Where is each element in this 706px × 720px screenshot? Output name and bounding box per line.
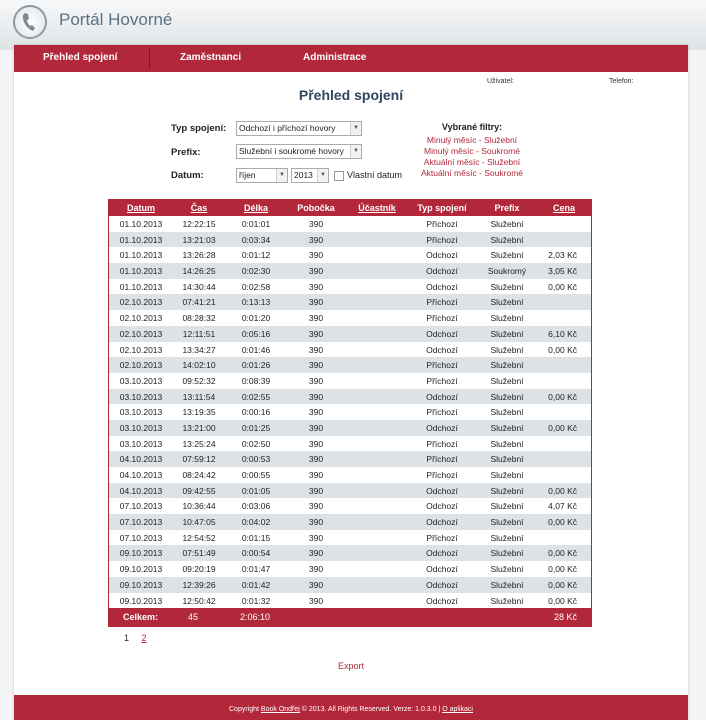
prefix-label: Prefix: bbox=[171, 147, 201, 158]
cell-typ: Odchozí bbox=[426, 250, 458, 261]
total-label: Celkem: bbox=[123, 612, 159, 623]
nav-separator bbox=[149, 48, 150, 69]
cell-prefix: Služební bbox=[490, 328, 524, 339]
cell-delka: 0:01:15 bbox=[241, 532, 271, 543]
cell-prefix: Služební bbox=[490, 234, 524, 245]
cell-prefix: Služební bbox=[490, 375, 524, 386]
cell-datum: 01.10.2013 bbox=[119, 266, 163, 277]
cell-delka: 0:01:01 bbox=[241, 219, 271, 229]
cell-cena: 0,00 Kč bbox=[548, 548, 577, 559]
cell-typ: Odchozí bbox=[426, 548, 458, 559]
cell-typ: Odchozí bbox=[426, 517, 458, 528]
cell-datum: 04.10.2013 bbox=[119, 454, 163, 465]
cell-cena: 2,03 Kč bbox=[548, 250, 577, 261]
cell-prefix: Služební bbox=[490, 438, 524, 449]
table-row bbox=[109, 467, 591, 483]
cell-cas: 08:28:32 bbox=[182, 313, 216, 324]
cell-cena: 3,05 Kč bbox=[548, 266, 577, 277]
cell-pobocka: 390 bbox=[308, 250, 324, 261]
cell-cena: 0,00 Kč bbox=[548, 281, 577, 292]
cell-datum: 02.10.2013 bbox=[119, 328, 163, 339]
header-prefix: Prefix bbox=[494, 203, 520, 213]
cell-cena: 0,00 Kč bbox=[548, 564, 577, 575]
header-ucastnik[interactable]: Účastník bbox=[358, 203, 396, 213]
nav-item-prehled[interactable]: Přehled spojení bbox=[43, 52, 118, 63]
cell-datum: 07.10.2013 bbox=[119, 501, 163, 512]
cell-cena: 4,07 Kč bbox=[548, 501, 577, 512]
cell-typ: Odchozí bbox=[426, 579, 458, 590]
cell-prefix: Služební bbox=[490, 454, 524, 465]
custom-date-checkbox[interactable] bbox=[334, 171, 344, 181]
about-link[interactable]: O aplikaci bbox=[442, 706, 473, 713]
cell-pobocka: 390 bbox=[308, 281, 324, 292]
cell-typ: Odchozí bbox=[426, 281, 458, 292]
filter-item: Minulý měsíc - Soukromé bbox=[424, 146, 520, 156]
cell-cena: 0,00 Kč bbox=[548, 517, 577, 528]
cell-prefix: Služební bbox=[490, 297, 524, 308]
cell-prefix: Služební bbox=[490, 422, 524, 433]
cell-cas: 10:36:44 bbox=[182, 501, 216, 512]
cell-pobocka: 390 bbox=[308, 344, 324, 355]
cell-delka: 0:03:34 bbox=[241, 234, 271, 245]
footer-text bbox=[14, 706, 688, 713]
cell-prefix: Služební bbox=[490, 313, 524, 324]
cell-cena: 0,00 Kč bbox=[548, 485, 577, 496]
cell-cena: 0,00 Kč bbox=[548, 344, 577, 355]
phone-label: Telefon: bbox=[609, 78, 634, 85]
cell-typ: Odchozí bbox=[426, 266, 458, 277]
cell-delka: 0:01:25 bbox=[241, 422, 271, 433]
cell-pobocka: 390 bbox=[308, 485, 324, 496]
cell-delka: 0:00:16 bbox=[241, 407, 271, 418]
table-body bbox=[109, 216, 591, 608]
cell-cas: 13:21:03 bbox=[182, 234, 216, 245]
cell-delka: 0:01:26 bbox=[241, 360, 271, 371]
table-row bbox=[109, 530, 591, 546]
cell-typ: Odchozí bbox=[426, 595, 458, 606]
cell-prefix: Služební bbox=[490, 532, 524, 543]
cell-delka: 0:01:42 bbox=[241, 579, 271, 590]
cell-typ: Příchozí bbox=[426, 454, 458, 465]
cell-cas: 12:11:51 bbox=[182, 328, 216, 339]
cell-prefix: Služební bbox=[490, 579, 524, 590]
cell-delka: 0:08:39 bbox=[241, 375, 271, 386]
cell-prefix: Služební bbox=[490, 391, 524, 402]
prefix-select[interactable] bbox=[236, 144, 362, 159]
cell-cas: 07:41:21 bbox=[182, 297, 216, 308]
cell-datum: 04.10.2013 bbox=[119, 470, 163, 480]
cell-prefix: Soukromý bbox=[487, 266, 527, 277]
header-cas[interactable]: Čas bbox=[190, 203, 208, 213]
cell-cena: 0,00 Kč bbox=[548, 391, 577, 402]
cell-pobocka: 390 bbox=[308, 391, 324, 402]
cell-datum: 01.10.2013 bbox=[119, 234, 163, 245]
page-link[interactable]: 2 bbox=[141, 633, 147, 643]
cell-pobocka: 390 bbox=[308, 517, 324, 528]
table-footer bbox=[109, 608, 591, 626]
cell-cas: 12:39:26 bbox=[182, 579, 216, 590]
table-row bbox=[109, 514, 591, 530]
cell-typ: Příchozí bbox=[426, 532, 458, 543]
typ-select-value: Odchozí i příchozí hovory bbox=[239, 123, 336, 133]
cell-datum: 01.10.2013 bbox=[119, 281, 163, 292]
cell-pobocka: 390 bbox=[308, 595, 324, 606]
cell-typ: Odchozí bbox=[426, 485, 458, 496]
cell-prefix: Služební bbox=[490, 407, 524, 418]
nav-item-administrace[interactable]: Administrace bbox=[303, 52, 367, 63]
cell-pobocka: 390 bbox=[308, 219, 324, 229]
table-row bbox=[109, 420, 591, 436]
total-price: 28 Kč bbox=[553, 612, 577, 623]
cell-cas: 14:26:25 bbox=[182, 266, 216, 277]
typ-select[interactable] bbox=[236, 121, 362, 136]
cell-cena: 6,10 Kč bbox=[548, 328, 577, 339]
cell-delka: 0:00:53 bbox=[241, 454, 271, 465]
cell-delka: 0:05:16 bbox=[241, 328, 271, 339]
filter-item: Aktuální měsíc - Služební bbox=[423, 157, 521, 167]
cell-cas: 09:42:55 bbox=[182, 485, 216, 496]
export-link[interactable]: Export bbox=[337, 661, 364, 671]
cell-cas: 07:51:49 bbox=[182, 548, 216, 559]
month-select-value: říjen bbox=[239, 170, 256, 180]
cell-datum: 01.10.2013 bbox=[119, 219, 163, 229]
header-cena[interactable]: Cena bbox=[552, 203, 575, 213]
cell-typ: Příchozí bbox=[426, 407, 458, 418]
chevron-down-icon: ▼ bbox=[350, 145, 361, 158]
cell-typ: Příchozí bbox=[426, 297, 458, 308]
table-header bbox=[109, 200, 591, 216]
copyright-suffix: © 2013. All Rights Reserved. Verze: 1.0.3.0 | bbox=[301, 706, 441, 713]
cell-typ: Příchozí bbox=[426, 313, 458, 324]
table-row bbox=[109, 357, 591, 373]
cell-cas: 08:24:42 bbox=[182, 470, 216, 480]
author-link[interactable]: Book Ondřej bbox=[260, 706, 300, 713]
table-row bbox=[109, 593, 591, 609]
cell-cas: 10:47:05 bbox=[182, 517, 216, 528]
filter-item: Aktuální měsíc - Soukromé bbox=[420, 168, 524, 178]
chevron-down-icon: ▼ bbox=[276, 169, 287, 182]
cell-cena: 0,00 Kč bbox=[548, 422, 577, 433]
table-row bbox=[109, 279, 591, 295]
table-row bbox=[109, 545, 591, 561]
cell-typ: Odchozí bbox=[426, 501, 458, 512]
cell-datum: 01.10.2013 bbox=[119, 250, 163, 261]
cell-datum: 09.10.2013 bbox=[119, 564, 163, 575]
cell-prefix: Služební bbox=[490, 281, 524, 292]
cell-pobocka: 390 bbox=[308, 375, 324, 386]
cell-cas: 12:50:42 bbox=[182, 595, 216, 606]
navbar bbox=[14, 45, 688, 72]
cell-datum: 03.10.2013 bbox=[119, 422, 163, 433]
cell-delka: 0:02:58 bbox=[241, 281, 271, 292]
cell-delka: 0:00:54 bbox=[241, 548, 271, 559]
filter-item: Minulý měsíc - Služební bbox=[426, 135, 518, 145]
cell-pobocka: 390 bbox=[308, 470, 324, 480]
cell-delka: 0:04:02 bbox=[241, 517, 271, 528]
cell-cas: 14:30:44 bbox=[182, 281, 216, 292]
cell-cena: 0,00 Kč bbox=[548, 579, 577, 590]
cell-pobocka: 390 bbox=[308, 234, 324, 245]
footer bbox=[14, 695, 688, 720]
cell-cas: 14:02:10 bbox=[182, 360, 216, 371]
cell-pobocka: 390 bbox=[308, 422, 324, 433]
cell-typ: Příchozí bbox=[426, 438, 458, 449]
user-label: Uživatel: bbox=[487, 78, 514, 85]
table-row bbox=[109, 216, 591, 232]
cell-delka: 0:02:30 bbox=[241, 266, 271, 277]
cell-pobocka: 390 bbox=[308, 532, 324, 543]
cell-typ: Odchozí bbox=[426, 391, 458, 402]
cell-prefix: Služební bbox=[490, 595, 524, 606]
cell-cas: 13:25:24 bbox=[182, 438, 216, 449]
cell-pobocka: 390 bbox=[308, 328, 324, 339]
page-current: 1 bbox=[124, 633, 130, 643]
nav-item-zamestnanci[interactable]: Zaměstnanci bbox=[180, 52, 242, 63]
cell-typ: Příchozí bbox=[426, 219, 458, 229]
table-row bbox=[109, 342, 591, 358]
prefix-select-value: Služební i soukromé hovory bbox=[239, 146, 344, 156]
cell-pobocka: 390 bbox=[308, 548, 324, 559]
cell-pobocka: 390 bbox=[308, 454, 324, 465]
app-title: Portál Hovorné bbox=[59, 10, 173, 29]
cell-prefix: Služební bbox=[490, 501, 524, 512]
calls-table bbox=[108, 199, 592, 627]
table-row bbox=[109, 436, 591, 452]
cell-cas: 12:22:15 bbox=[182, 219, 216, 229]
cell-datum: 03.10.2013 bbox=[119, 438, 163, 449]
cell-prefix: Služební bbox=[490, 548, 524, 559]
table-row bbox=[109, 451, 591, 467]
cell-pobocka: 390 bbox=[308, 501, 324, 512]
cell-delka: 0:01:46 bbox=[241, 344, 271, 355]
cell-pobocka: 390 bbox=[308, 297, 324, 308]
table-row bbox=[109, 577, 591, 593]
cell-delka: 0:01:05 bbox=[241, 485, 271, 496]
cell-delka: 0:01:20 bbox=[241, 313, 271, 324]
cell-typ: Příchozí bbox=[426, 360, 458, 371]
cell-delka: 0:03:06 bbox=[241, 501, 271, 512]
table-row bbox=[109, 561, 591, 577]
table-row bbox=[109, 310, 591, 326]
header-pobocka: Pobočka bbox=[297, 203, 335, 213]
cell-cas: 13:19:35 bbox=[182, 407, 216, 418]
cell-datum: 02.10.2013 bbox=[119, 297, 163, 308]
cell-cena: 0,00 Kč bbox=[548, 595, 577, 606]
typ-label: Typ spojení: bbox=[171, 123, 227, 134]
cell-delka: 0:00:55 bbox=[241, 470, 271, 480]
cell-delka: 0:01:12 bbox=[241, 250, 271, 261]
cell-cas: 13:11:54 bbox=[182, 391, 216, 402]
cell-pobocka: 390 bbox=[308, 360, 324, 371]
cell-pobocka: 390 bbox=[308, 313, 324, 324]
cell-datum: 07.10.2013 bbox=[119, 517, 163, 528]
table-row bbox=[109, 232, 591, 248]
header-delka[interactable]: Délka bbox=[243, 203, 269, 213]
cell-pobocka: 390 bbox=[308, 407, 324, 418]
cell-delka: 0:01:32 bbox=[241, 595, 271, 606]
cell-delka: 0:01:47 bbox=[241, 564, 271, 575]
cell-pobocka: 390 bbox=[308, 579, 324, 590]
cell-typ: Odchozí bbox=[426, 564, 458, 575]
table-row bbox=[109, 373, 591, 389]
phone-icon bbox=[13, 5, 47, 39]
cell-typ: Odchozí bbox=[426, 422, 458, 433]
cell-typ: Odchozí bbox=[426, 328, 458, 339]
table-row bbox=[109, 498, 591, 514]
custom-date-label: Vlastní datum bbox=[347, 170, 403, 180]
cell-cas: 13:21:00 bbox=[182, 422, 216, 433]
main-frame bbox=[14, 45, 688, 720]
table-row bbox=[109, 247, 591, 263]
cell-prefix: Služební bbox=[490, 250, 524, 261]
table-row bbox=[109, 483, 591, 499]
cell-typ: Odchozí bbox=[426, 344, 458, 355]
cell-cas: 09:20:19 bbox=[182, 564, 216, 575]
year-select[interactable] bbox=[291, 168, 329, 183]
cell-pobocka: 390 bbox=[308, 266, 324, 277]
cell-datum: 09.10.2013 bbox=[119, 548, 163, 559]
cell-cas: 13:34:27 bbox=[182, 344, 216, 355]
cell-prefix: Služební bbox=[490, 564, 524, 575]
cell-delka: 0:13:13 bbox=[241, 297, 271, 308]
filters-title: Vybrané filtry: bbox=[441, 122, 503, 132]
table-row bbox=[109, 326, 591, 342]
month-select[interactable] bbox=[236, 168, 288, 183]
cell-prefix: Služební bbox=[490, 219, 524, 229]
cell-cas: 09:52:32 bbox=[182, 375, 216, 386]
table-row bbox=[109, 404, 591, 420]
total-duration: 2:06:10 bbox=[240, 612, 271, 623]
table-row bbox=[109, 389, 591, 405]
table-row bbox=[109, 263, 591, 279]
cell-datum: 09.10.2013 bbox=[119, 595, 163, 606]
cell-datum: 02.10.2013 bbox=[119, 313, 163, 324]
cell-cas: 13:26:28 bbox=[182, 250, 216, 261]
datum-label: Datum: bbox=[171, 170, 204, 181]
cell-cas: 12:54:52 bbox=[182, 532, 216, 543]
year-select-value: 2013 bbox=[294, 170, 313, 180]
cell-prefix: Služební bbox=[490, 344, 524, 355]
total-count: 45 bbox=[188, 612, 199, 623]
cell-typ: Příchozí bbox=[426, 234, 458, 245]
cell-pobocka: 390 bbox=[308, 564, 324, 575]
cell-datum: 02.10.2013 bbox=[119, 360, 163, 371]
copyright-prefix: Copyright bbox=[229, 706, 259, 713]
header-typ: Typ spojení bbox=[417, 203, 467, 213]
cell-prefix: Služební bbox=[490, 485, 524, 496]
cell-cas: 07:59:12 bbox=[182, 454, 216, 465]
cell-typ: Příchozí bbox=[426, 470, 458, 480]
cell-prefix: Služební bbox=[490, 517, 524, 528]
page-title: Přehled spojení bbox=[298, 87, 404, 103]
cell-delka: 0:02:55 bbox=[241, 391, 271, 402]
cell-datum: 02.10.2013 bbox=[119, 344, 163, 355]
cell-delka: 0:02:50 bbox=[241, 438, 271, 449]
cell-datum: 09.10.2013 bbox=[119, 579, 163, 590]
chevron-down-icon: ▼ bbox=[317, 169, 328, 182]
cell-datum: 03.10.2013 bbox=[119, 407, 163, 418]
table-row bbox=[109, 294, 591, 310]
cell-prefix: Služební bbox=[490, 360, 524, 371]
chevron-down-icon: ▼ bbox=[350, 122, 361, 135]
header-datum[interactable]: Datum bbox=[126, 203, 155, 213]
pager bbox=[124, 633, 157, 643]
cell-prefix: Služební bbox=[490, 470, 524, 480]
cell-datum: 04.10.2013 bbox=[119, 485, 163, 496]
cell-datum: 03.10.2013 bbox=[119, 391, 163, 402]
cell-typ: Příchozí bbox=[426, 375, 458, 386]
cell-datum: 03.10.2013 bbox=[119, 375, 163, 386]
cell-pobocka: 390 bbox=[308, 438, 324, 449]
cell-datum: 07.10.2013 bbox=[119, 532, 163, 543]
